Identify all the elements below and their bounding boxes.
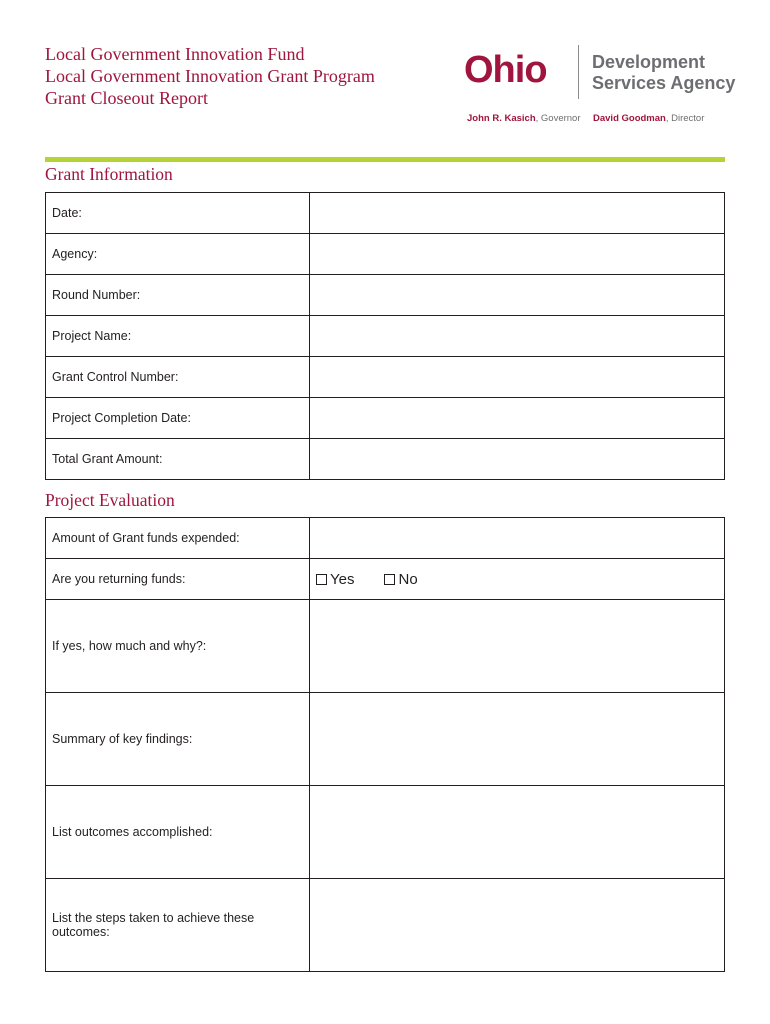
grant-information-table — [45, 192, 725, 480]
project-evaluation-heading: Project Evaluation — [45, 490, 175, 510]
report-title — [45, 43, 375, 109]
logo-divider — [578, 45, 579, 99]
table-row — [46, 693, 725, 786]
funds-expended-field[interactable] — [310, 518, 725, 559]
no-checkbox[interactable] — [384, 574, 395, 585]
grant-information-heading: Grant Information — [45, 164, 173, 184]
steps-taken-field[interactable] — [310, 879, 725, 972]
round-number-field[interactable] — [310, 275, 725, 316]
checkbox-group — [310, 571, 724, 588]
outcomes-field[interactable] — [310, 786, 725, 879]
field-label: List outcomes accomplished: — [46, 786, 310, 879]
governor-credit — [467, 113, 581, 124]
director-credit — [593, 113, 704, 124]
governor-name: John R. Kasich — [467, 113, 536, 124]
title-line: Local Government Innovation Fund — [45, 44, 305, 64]
field-label: Total Grant Amount: — [46, 439, 310, 480]
director-name: David Goodman — [593, 113, 666, 124]
field-label: Date: — [46, 193, 310, 234]
table-row — [46, 275, 725, 316]
field-label: If yes, how much and why?: — [46, 600, 310, 693]
total-grant-amount-field[interactable] — [310, 439, 725, 480]
table-row — [46, 357, 725, 398]
agency-field[interactable] — [310, 234, 725, 275]
field-label: Grant Control Number: — [46, 357, 310, 398]
field-label: Agency: — [46, 234, 310, 275]
table-row — [46, 786, 725, 879]
project-evaluation-table — [45, 517, 725, 972]
section-divider — [45, 157, 725, 162]
field-label: Amount of Grant funds expended: — [46, 518, 310, 559]
agency-line: Development — [592, 52, 706, 72]
table-row — [46, 518, 725, 559]
field-label: Round Number: — [46, 275, 310, 316]
governor-title: , Governor — [535, 113, 581, 124]
date-field[interactable] — [310, 193, 725, 234]
table-row — [46, 398, 725, 439]
field-label: Are you returning funds: — [46, 559, 310, 600]
agency-line: Services Agency — [592, 73, 736, 93]
table-row — [46, 600, 725, 693]
table-row — [46, 316, 725, 357]
table-row — [46, 879, 725, 972]
title-line: Grant Closeout Report — [45, 88, 208, 108]
ohio-logo: Ohio — [464, 49, 547, 91]
table-row — [46, 234, 725, 275]
field-label: Project Completion Date: — [46, 398, 310, 439]
key-findings-field[interactable] — [310, 693, 725, 786]
field-label: Summary of key findings: — [46, 693, 310, 786]
project-completion-date-field[interactable] — [310, 398, 725, 439]
yes-label: Yes — [330, 570, 355, 588]
returning-funds-options — [310, 559, 725, 600]
project-name-field[interactable] — [310, 316, 725, 357]
table-row — [46, 439, 725, 480]
yes-checkbox[interactable] — [316, 574, 327, 585]
agency-name — [592, 52, 735, 94]
no-option[interactable] — [384, 571, 417, 588]
table-row — [46, 193, 725, 234]
director-title: , Director — [665, 113, 705, 124]
field-label: Project Name: — [46, 316, 310, 357]
grant-control-number-field[interactable] — [310, 357, 725, 398]
field-label: List the steps taken to achieve these outcomes: — [46, 879, 310, 972]
no-label: No — [398, 570, 418, 588]
yes-option[interactable] — [316, 571, 354, 588]
table-row — [46, 559, 725, 600]
title-line: Local Government Innovation Grant Program — [45, 66, 375, 86]
how-much-why-field[interactable] — [310, 600, 725, 693]
